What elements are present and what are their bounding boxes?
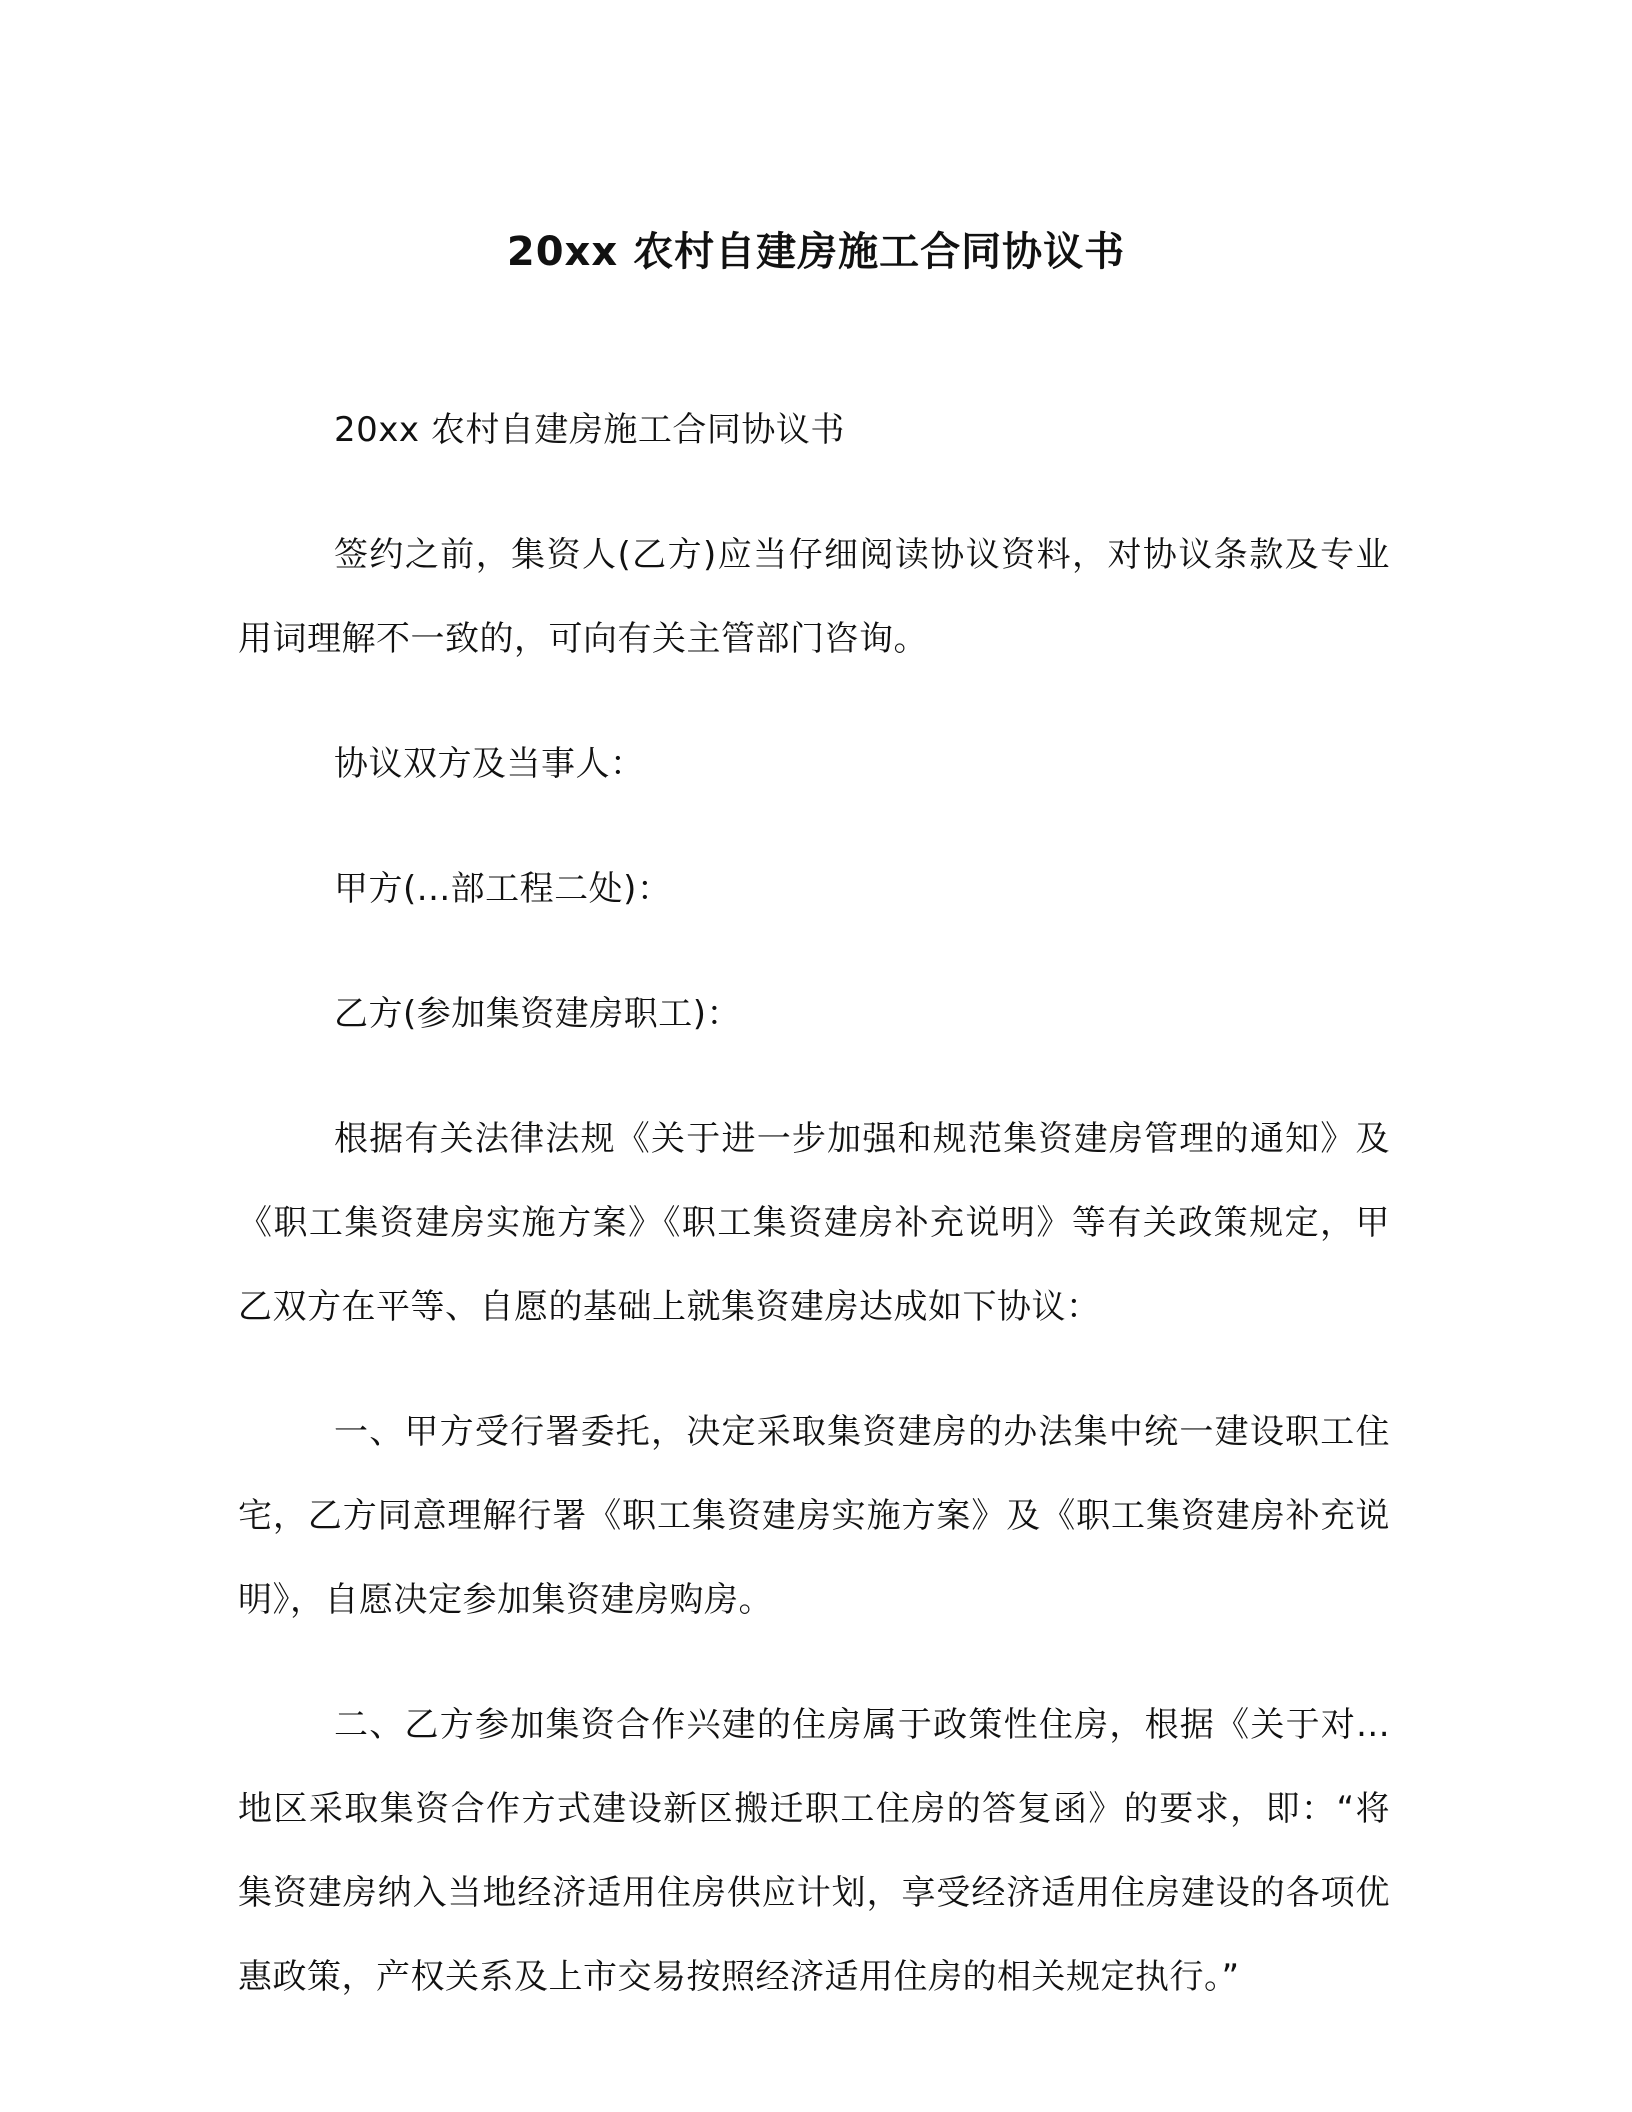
paragraph-clause-1: 一、甲方受行署委托，决定采取集资建房的办法集中统一建设职工住宅，乙方同意理解行署《职工集资建房实施方案》及《职工集资建房补充说明》，自愿决定参加集资建房购房。	[238, 1412, 1390, 1620]
paragraph-party-a: 甲方(...部工程二处)：	[334, 869, 672, 909]
paragraph-parties: 协议双方及当事人：	[334, 744, 645, 784]
paragraph-notice: 签约之前，集资人(乙方)应当仔细阅读协议资料，对协议条款及专业用词理解不一致的，可向有关主管部门咨询。	[238, 535, 1390, 659]
paragraph-basis: 根据有关法律法规《关于进一步加强和规范集资建房管理的通知》及《职工集资建房实施方案》《职工集资建房补充说明》等有关政策规定，甲乙双方在平等、自愿的基础上就集资建房达成如下协议：	[238, 1119, 1390, 1327]
paragraph-party-b: 乙方(参加集资建房职工)：	[334, 994, 742, 1034]
document-body	[238, 388, 1390, 2060]
paragraph-subtitle: 20xx 农村自建房施工合同协议书	[334, 410, 845, 450]
paragraph-clause-2: 二、乙方参加集资合作兴建的住房属于政策性住房，根据《关于对...地区采取集资合作方式建设新区搬迁职工住房的答复函》的要求，即：“将集资建房纳入当地经济适用住房供应计划，享受经济适用住房建设的各项优惠政策，产权关系及上市交易按照经济适用住房的相关规定执行。”	[238, 1705, 1390, 1997]
document-title: 20xx 农村自建房施工合同协议书	[506, 229, 1126, 275]
